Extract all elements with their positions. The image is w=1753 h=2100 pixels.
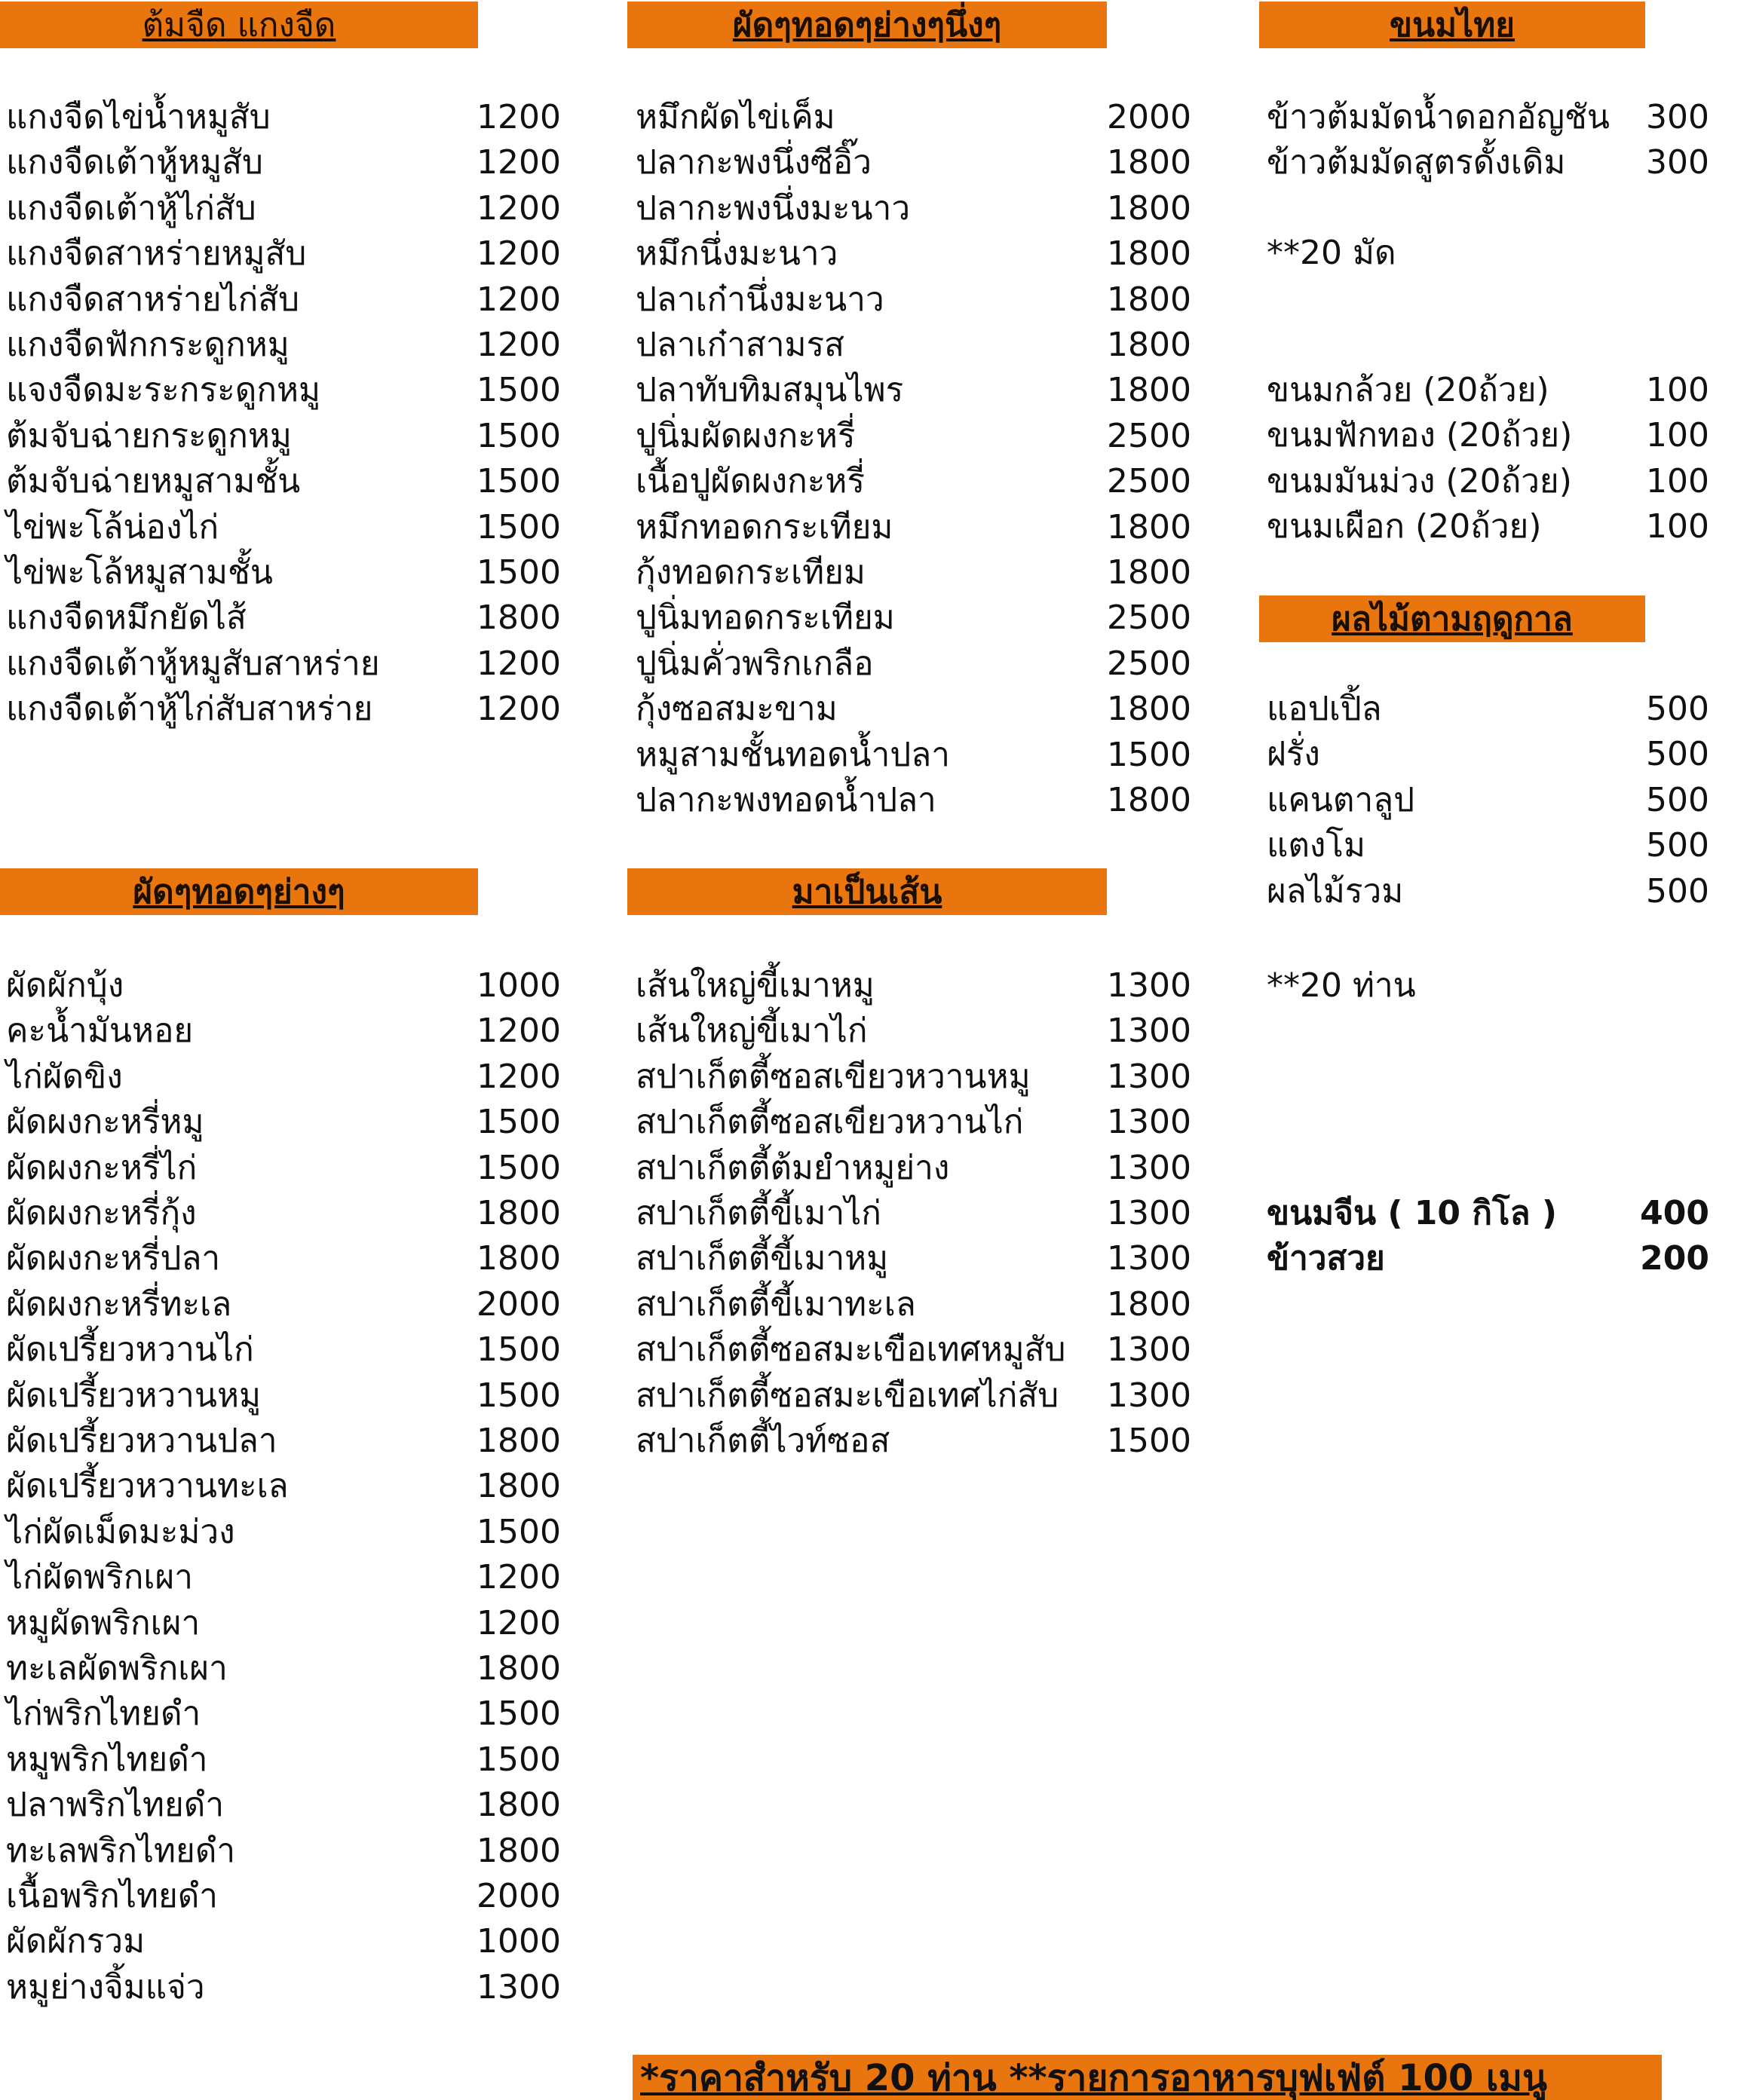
menu-item-price: 1800 — [1107, 781, 1191, 819]
menu-item — [636, 1281, 1191, 1327]
menu-item-price: 1800 — [1107, 326, 1191, 364]
menu-item-name: ไข่พะโล้น่องไก่ — [6, 507, 219, 546]
menu-item-price: 1300 — [1107, 1239, 1191, 1278]
menu-item-name: หมูพริกไทยดำ — [6, 1740, 208, 1779]
menu-item — [6, 1327, 561, 1373]
menu-item — [6, 1964, 561, 2010]
menu-item — [6, 641, 561, 687]
fruit-note: **20 ท่าน — [1267, 966, 1416, 1005]
menu-item-price: 1300 — [1107, 966, 1191, 1005]
menu-item-name: ผัดผักรวม — [6, 1922, 146, 1961]
menu-item-price: 1500 — [477, 1330, 561, 1370]
menu-item-price: 100 — [1646, 371, 1709, 409]
menu-item-name: สปาเก็ตตี้ขี้เมาทะเล — [636, 1284, 916, 1324]
menu-item-price: 1200 — [477, 1057, 561, 1096]
menu-item-name: ปลากะพงนึ่งมะนาว — [636, 188, 911, 228]
menu-item-name: สปาเก็ตตี้ขี้เมาหมู — [636, 1239, 889, 1278]
menu-item — [636, 777, 1191, 823]
menu-item-name: ต้มจับฉ่ายกระดูกหมู — [6, 416, 292, 455]
menu-item — [6, 1373, 561, 1419]
menu-item-name: ขนมกล้วย (20ถ้วย) — [1267, 371, 1549, 409]
menu-item-name: ไข่พะโล้หมูสามชั้น — [6, 553, 273, 592]
menu-item-name: กุ้งทอดกระเทียม — [636, 553, 866, 592]
menu-item-price: 2500 — [1107, 644, 1191, 683]
menu-item-name: แกงจืดเต้าหู้หมูสับ — [6, 143, 263, 182]
menu-item — [636, 1008, 1191, 1054]
menu-item-price: 1800 — [1107, 371, 1191, 410]
menu-item-price: 1800 — [477, 1422, 561, 1460]
menu-item — [1267, 412, 1709, 458]
menu-item-price: 500 — [1646, 780, 1709, 819]
menu-item — [636, 595, 1191, 641]
menu-item-price: 1000 — [477, 966, 561, 1005]
menu-item-name: ไก่ผัดเม็ดมะม่วง — [6, 1512, 235, 1551]
menu-item-price: 1200 — [477, 1558, 561, 1597]
menu-item-price: 1500 — [477, 1512, 561, 1551]
menu-item-price: 1300 — [1107, 1330, 1191, 1370]
menu-item-price: 1200 — [477, 143, 561, 182]
menu-item-price: 1800 — [477, 1649, 561, 1688]
menu-item-price: 1800 — [477, 1239, 561, 1278]
menu-item — [636, 1418, 1191, 1464]
menu-item — [1267, 868, 1709, 914]
menu-item-name: ผัดผงกะหรี่ไก่ — [6, 1148, 198, 1187]
menu-item-name: ขนมมันม่วง (20ถ้วย) — [1267, 461, 1572, 501]
menu-item-price: 1500 — [477, 507, 561, 546]
menu-item-name: ไก่พริกไทยดำ — [6, 1694, 201, 1734]
menu-item-name: ทะเลพริกไทยดำ — [6, 1831, 236, 1870]
menu-item-price: 1800 — [1107, 280, 1191, 319]
menu-item — [1267, 139, 1709, 185]
menu-item-name: เนื้อปูผัดผงกะหรี่ — [636, 462, 866, 501]
menu-item-name: แกงจืดเต้าหู้ไก่สับสาหร่าย — [6, 690, 373, 729]
menu-item — [636, 963, 1191, 1009]
menu-item-name: แกงจืดเต้าหู้ไก่สับ — [6, 188, 256, 228]
menu-item-name: แตงโม — [1267, 826, 1366, 865]
menu-item — [6, 1190, 561, 1236]
menu-item-name: ขนมเผือก (20ถ้วย) — [1267, 507, 1542, 546]
menu-item-name: ปูนิ่มผัดผงกะหรี่ — [636, 416, 856, 455]
section-header-steamed: ผัดๆทอดๆย่างๆนึ่งๆ — [627, 2, 1107, 48]
menu-item-name: สปาเก็ตตี้ซอสมะเขือเทศหมูสับ — [636, 1330, 1066, 1370]
footer-banner: *ราคาสำหรับ 20 ท่าน **รายการอาหารบุฟเฟ่ต์ 100 เมนู — [633, 2055, 1662, 2100]
menu-item-name: หมูผัดพริกเผา — [6, 1603, 201, 1642]
menu-item-name: ปลากะพงนึ่งซีอิ๊ว — [636, 143, 872, 182]
section-header-noodles: มาเป็นเส้น — [627, 868, 1107, 915]
section-header-fruit: ผลไม้ตามฤดูกาล — [1259, 595, 1645, 642]
menu-item-name: แกงจืดเต้าหู้หมูสับสาหร่าย — [6, 644, 380, 683]
menu-item — [6, 1099, 561, 1145]
menu-item — [6, 1737, 561, 1783]
menu-item — [636, 504, 1191, 550]
menu-item-price: 1800 — [1107, 188, 1191, 228]
menu-item — [1267, 504, 1709, 549]
dessert-note: **20 มัด — [1267, 234, 1396, 272]
menu-item-price: 1200 — [477, 1603, 561, 1642]
menu-item-name: ผัดเปรี้ยวหวานหมู — [6, 1376, 261, 1415]
menu-item-name: ผลไม้รวม — [1267, 871, 1404, 911]
menu-item-name: แกงจืดสาหร่ายไก่สับ — [6, 280, 300, 319]
menu-item — [636, 94, 1191, 140]
menu-item-name: ทะเลผัดพริกเผา — [6, 1649, 228, 1688]
menu-item — [1267, 1190, 1709, 1236]
menu-item — [636, 1373, 1191, 1419]
menu-item-price: 400 — [1640, 1194, 1709, 1232]
menu-item-price: 1200 — [477, 98, 561, 136]
menu-item — [6, 1509, 561, 1555]
menu-item-name: ผัดผงกะหรี่หมู — [6, 1103, 204, 1142]
menu-item-name: กุ้งซอสมะขาม — [636, 690, 838, 729]
menu-item-name: ปลาทับทิมสมุนไพร — [636, 371, 904, 410]
menu-item — [6, 963, 561, 1009]
menu-item — [6, 139, 561, 185]
menu-item-name: ไก่ผัดขิง — [6, 1057, 123, 1096]
menu-item — [636, 185, 1191, 231]
menu-item — [636, 641, 1191, 687]
menu-item — [1267, 686, 1709, 732]
menu-item — [6, 1235, 561, 1281]
menu-item — [6, 1600, 561, 1646]
menu-item-name: แคนตาลูป — [1267, 780, 1415, 819]
menu-item — [636, 413, 1191, 459]
menu-item-name: หมึกทอดกระเทียม — [636, 507, 893, 546]
menu-item-price: 1800 — [1107, 1284, 1191, 1324]
menu-item-price: 1200 — [477, 234, 561, 274]
menu-item-price: 500 — [1646, 735, 1709, 774]
menu-item — [636, 1099, 1191, 1145]
menu-item-price: 1200 — [477, 188, 561, 228]
menu-item-name: หมึกนึ่งมะนาว — [636, 234, 838, 274]
menu-item-price: 1000 — [477, 1922, 561, 1961]
menu-item — [6, 231, 561, 277]
menu-item — [6, 1281, 561, 1327]
menu-item — [6, 1828, 561, 1874]
menu-item — [636, 458, 1191, 504]
menu-item-name: ปลาเก๋าสามรส — [636, 326, 845, 364]
menu-item-price: 1800 — [1107, 143, 1191, 182]
menu-item-price: 2500 — [1107, 598, 1191, 638]
menu-item — [6, 1418, 561, 1464]
menu-item-price: 1300 — [1107, 1376, 1191, 1415]
menu-item — [6, 1645, 561, 1691]
section-header-soup: ต้มจืด แกงจืด — [0, 2, 478, 48]
menu-item — [6, 1054, 561, 1100]
menu-item — [6, 185, 561, 231]
menu-item — [6, 1918, 561, 1964]
menu-item-price: 2500 — [1107, 416, 1191, 455]
menu-item-name: ปลาพริกไทยดำ — [6, 1786, 225, 1825]
menu-item-name: ผัดผงกะหรี่กุ้ง — [6, 1194, 197, 1232]
menu-item — [636, 1145, 1191, 1191]
menu-item — [6, 504, 561, 550]
menu-item — [6, 686, 561, 732]
menu-item-price: 100 — [1646, 416, 1709, 455]
menu-item-name: สปาเก็ตตี้ซอสมะเขือเทศไก่สับ — [636, 1376, 1059, 1415]
menu-item-price: 1500 — [477, 416, 561, 455]
menu-item-name: สปาเก็ตตี้ต้มยำหมูย่าง — [636, 1148, 950, 1187]
menu-item-price: 1800 — [1107, 507, 1191, 546]
menu-item — [636, 1190, 1191, 1236]
menu-item-name: ขนมจีน ( 10 กิโล ) — [1267, 1194, 1557, 1232]
menu-item-name: สปาเก็ตตี้ไวท์ซอส — [636, 1422, 890, 1460]
menu-item-price: 2000 — [477, 1877, 561, 1915]
menu-item-price: 100 — [1646, 461, 1709, 501]
menu-item-price: 1500 — [477, 1694, 561, 1734]
menu-item-name: ข้าวต้มมัดน้ำดอกอัญชัน — [1267, 98, 1610, 136]
menu-item — [6, 1145, 561, 1191]
menu-item-name: ขนมฟักทอง (20ถ้วย) — [1267, 416, 1573, 455]
menu-item-price: 1300 — [1107, 1148, 1191, 1187]
menu-item-price: 1500 — [1107, 735, 1191, 774]
menu-item — [1267, 822, 1709, 868]
menu-item — [636, 686, 1191, 732]
menu-item — [6, 277, 561, 323]
menu-item — [636, 549, 1191, 595]
menu-item-name: สปาเก็ตตี้ขี้เมาไก่ — [636, 1194, 881, 1232]
menu-item-name: แจงจืดมะระกระดูกหมู — [6, 371, 321, 410]
menu-item-name: ผัดผงกะหรี่ทะเล — [6, 1284, 232, 1324]
menu-item-price: 1300 — [1107, 1057, 1191, 1096]
menu-item-price: 1200 — [477, 326, 561, 364]
menu-item — [636, 732, 1191, 778]
menu-item-name: ผัดเปรี้ยวหวานปลา — [6, 1422, 277, 1460]
menu-item-name: แกงจืดฟักกระดูกหมู — [6, 326, 290, 364]
menu-item-price: 1800 — [477, 1831, 561, 1870]
menu-item-price: 1500 — [1107, 1422, 1191, 1460]
menu-item-price: 2000 — [1107, 98, 1191, 136]
menu-item — [6, 1782, 561, 1828]
menu-item — [1267, 777, 1709, 823]
menu-item-price: 1500 — [477, 553, 561, 592]
menu-item — [636, 1327, 1191, 1373]
menu-item-price: 1800 — [1107, 690, 1191, 729]
menu-item-name: ต้มจับฉ่ายหมูสามชั้น — [6, 462, 301, 501]
menu-item-name: ผัดผงกะหรี่ปลา — [6, 1239, 221, 1278]
menu-item — [636, 277, 1191, 323]
menu-item — [6, 1463, 561, 1509]
menu-item — [636, 322, 1191, 368]
menu-item — [6, 549, 561, 595]
menu-item-price: 1300 — [1107, 1194, 1191, 1232]
menu-item — [6, 1873, 561, 1919]
menu-item-price: 1500 — [477, 1148, 561, 1187]
menu-item — [636, 1054, 1191, 1100]
menu-item-price: 1200 — [477, 1012, 561, 1051]
menu-item-name: ข้าวต้มมัดสูตรดั้งเดิม — [1267, 143, 1566, 182]
menu-item-price: 1200 — [477, 644, 561, 683]
menu-item-name: หมูสามชั้นทอดน้ำปลา — [636, 735, 950, 774]
menu-item — [1267, 94, 1709, 140]
menu-item-price: 1800 — [477, 598, 561, 638]
menu-item-price: 1500 — [477, 371, 561, 410]
menu-item-price: 500 — [1646, 690, 1709, 728]
menu-item — [6, 367, 561, 413]
menu-item-price: 100 — [1646, 507, 1709, 546]
menu-item — [6, 1554, 561, 1600]
menu-item-name: ผัดเปรี้ยวหวานไก่ — [6, 1330, 254, 1370]
menu-item-name: แกงจืดไข่น้ำหมูสับ — [6, 98, 271, 136]
menu-item — [1267, 731, 1709, 777]
menu-item-price: 1800 — [477, 1786, 561, 1825]
menu-item-name: ปูนิ่มคั่วพริกเกลือ — [636, 644, 874, 683]
menu-item — [6, 94, 561, 140]
menu-item-name: สปาเก็ตตี้ซอสเขียวหวานไก่ — [636, 1103, 1024, 1142]
menu-item — [6, 458, 561, 504]
menu-item-price: 1500 — [477, 1740, 561, 1779]
menu-item-name: สปาเก็ตตี้ซอสเขียวหวานหมู — [636, 1057, 1031, 1096]
menu-item-price: 1300 — [1107, 1012, 1191, 1051]
menu-item-name: แกงจืดหมึกยัดไส้ — [6, 598, 247, 638]
section-header-dessert: ขนมไทย — [1259, 2, 1645, 48]
menu-item-price: 1800 — [477, 1467, 561, 1506]
menu-item-price: 1200 — [477, 280, 561, 319]
menu-item-name: เส้นใหญ่ขี้เมาหมู — [636, 966, 875, 1005]
menu-item-price: 300 — [1646, 98, 1709, 136]
menu-item-name: ปลาเก๋านึ่งมะนาว — [636, 280, 884, 319]
menu-item-price: 300 — [1646, 143, 1709, 182]
menu-item — [6, 595, 561, 641]
menu-item-name: หมูย่างจิ้มแจ่ว — [6, 1967, 205, 2007]
menu-item-name: ผัดผักบุ้ง — [6, 966, 124, 1005]
menu-item-price: 500 — [1646, 826, 1709, 865]
menu-item-name: ผัดเปรี้ยวหวานทะเล — [6, 1467, 289, 1506]
menu-item-name: หมึกผัดไข่เค็ม — [636, 98, 835, 136]
menu-item-price: 1500 — [477, 1103, 561, 1142]
menu-item — [1267, 458, 1709, 504]
menu-item — [6, 1008, 561, 1054]
menu-item-name: ปูนิ่มทอดกระเทียม — [636, 598, 895, 638]
menu-item-price: 1800 — [477, 1194, 561, 1232]
menu-item — [6, 413, 561, 459]
menu-item-name: แกงจืดสาหร่ายหมูสับ — [6, 234, 307, 274]
menu-item-name: คะน้ำมันหอย — [6, 1012, 194, 1051]
menu-item-price: 500 — [1646, 871, 1709, 911]
menu-item-price: 1500 — [477, 462, 561, 501]
menu-item-name: เนื้อพริกไทยดำ — [6, 1877, 219, 1915]
menu-item-name: ข้าวสวย — [1267, 1239, 1385, 1278]
menu-item-price: 1300 — [477, 1967, 561, 2007]
menu-item — [6, 1691, 561, 1737]
menu-item-name: แอปเปิ้ล — [1267, 690, 1382, 728]
menu-item-price: 1800 — [1107, 234, 1191, 274]
menu-item — [636, 1235, 1191, 1281]
menu-item — [636, 231, 1191, 277]
section-header-stirfry: ผัดๆทอดๆย่างๆ — [0, 868, 478, 915]
menu-item-price: 2000 — [477, 1284, 561, 1324]
menu-item-name: เส้นใหญ่ขี้เมาไก่ — [636, 1012, 868, 1051]
menu-item — [6, 322, 561, 368]
menu-item-name: ปลากะพงทอดน้ำปลา — [636, 781, 936, 819]
menu-item-price: 200 — [1640, 1239, 1709, 1278]
menu-item-price: 1300 — [1107, 1103, 1191, 1142]
menu-item — [1267, 367, 1709, 413]
menu-item-price: 1200 — [477, 690, 561, 729]
menu-item-price: 1500 — [477, 1376, 561, 1415]
menu-item-name: ฝรั่ง — [1267, 735, 1320, 774]
menu-item-price: 1800 — [1107, 553, 1191, 592]
menu-item-price: 2500 — [1107, 462, 1191, 501]
menu-item — [636, 139, 1191, 185]
menu-item-name: ไก่ผัดพริกเผา — [6, 1558, 193, 1597]
menu-item — [1267, 1235, 1709, 1281]
menu-item — [636, 367, 1191, 413]
